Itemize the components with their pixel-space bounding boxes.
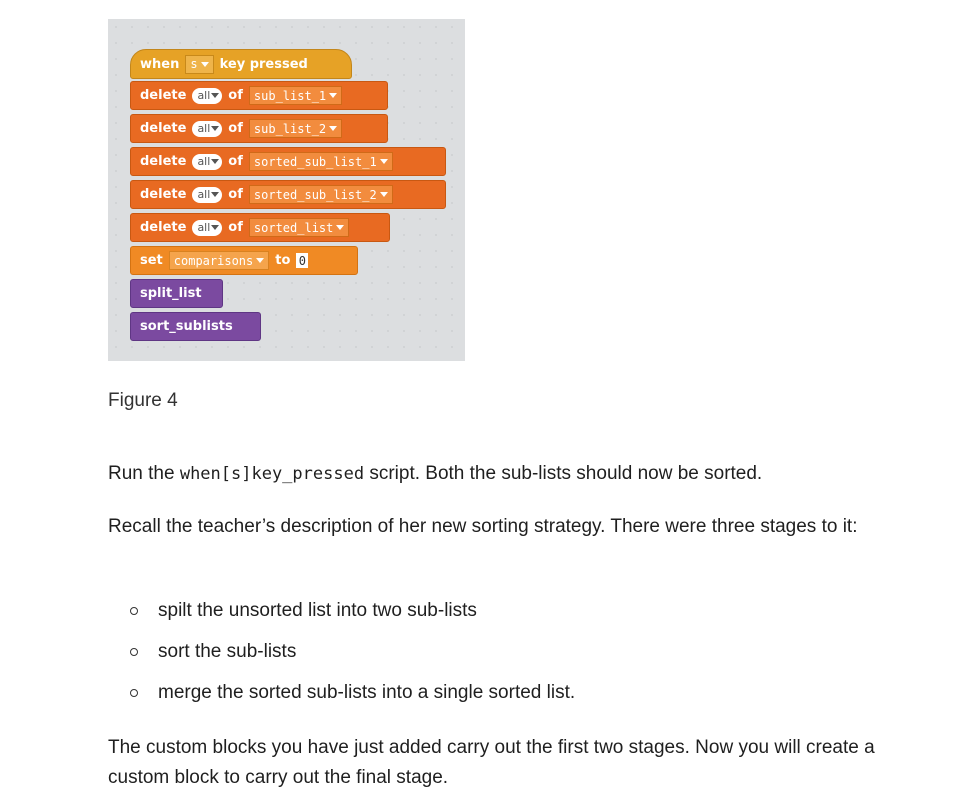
- dropdown-arrow-icon: [380, 192, 388, 197]
- key-pressed-label: key pressed: [219, 56, 308, 72]
- delete-option-dropdown[interactable]: [192, 88, 222, 104]
- dropdown-arrow-icon: [211, 126, 219, 131]
- delete-label: delete: [140, 154, 187, 169]
- list-dropdown[interactable]: [249, 185, 393, 204]
- delete-label: delete: [140, 220, 187, 235]
- sort-sublists-block[interactable]: [130, 312, 261, 341]
- key-value: s: [190, 57, 198, 71]
- delete-option-value: all: [197, 188, 211, 201]
- delete-option-dropdown[interactable]: [192, 187, 222, 203]
- delete-block[interactable]: [130, 180, 446, 209]
- of-label: of: [228, 220, 243, 235]
- dropdown-arrow-icon: [211, 192, 219, 197]
- stages-list: [130, 596, 575, 719]
- key-dropdown[interactable]: [185, 55, 213, 74]
- scratch-script-area: [108, 19, 465, 361]
- script-name-code: when[s]key_pressed: [179, 464, 365, 484]
- bullet-icon: [130, 689, 138, 697]
- delete-block[interactable]: [130, 147, 446, 176]
- list-name: sorted_sub_list_2: [253, 187, 377, 202]
- to-label: to: [275, 253, 291, 268]
- delete-option-dropdown[interactable]: [192, 121, 222, 137]
- stage-text: merge the sorted sub-lists into a single sorted list.: [158, 682, 576, 703]
- split-list-block[interactable]: [130, 279, 223, 308]
- delete-option-dropdown[interactable]: [192, 154, 222, 170]
- set-label: set: [140, 253, 163, 268]
- list-name: sub_list_2: [253, 121, 327, 136]
- delete-block[interactable]: [130, 213, 390, 242]
- dropdown-arrow-icon: [256, 258, 264, 263]
- of-label: of: [228, 187, 243, 202]
- dropdown-arrow-icon: [201, 62, 209, 67]
- dropdown-arrow-icon: [211, 159, 219, 164]
- list-dropdown[interactable]: [249, 86, 342, 105]
- delete-label: delete: [140, 121, 187, 136]
- delete-option-dropdown[interactable]: [192, 220, 222, 236]
- figure-caption: Figure 4: [108, 390, 178, 411]
- stage-text: sort the sub-lists: [158, 641, 297, 662]
- list-item: [130, 596, 575, 637]
- custom-block-paragraph: The custom blocks you have just added carry out the first two stages. Now you will create a custom block to carry out the final stage.: [108, 737, 875, 788]
- delete-block[interactable]: [130, 114, 388, 143]
- list-name: sorted_sub_list_1: [253, 154, 377, 169]
- dropdown-arrow-icon: [336, 225, 344, 230]
- value-input[interactable]: 0: [296, 253, 308, 268]
- list-name: sorted_list: [253, 220, 334, 235]
- list-item: [130, 637, 575, 678]
- when-key-pressed-block[interactable]: [130, 49, 352, 79]
- run-post-text: script. Both the sub-lists should now be sorted.: [364, 463, 763, 484]
- variable-dropdown[interactable]: [169, 251, 269, 270]
- when-label: when: [140, 56, 180, 72]
- dropdown-arrow-icon: [211, 225, 219, 230]
- stage-text: spilt the unsorted list into two sub-lists: [158, 600, 477, 621]
- delete-option-value: all: [197, 122, 211, 135]
- delete-block[interactable]: [130, 81, 388, 110]
- run-paragraph: [108, 459, 908, 489]
- list-item: [130, 678, 575, 719]
- of-label: of: [228, 121, 243, 136]
- dropdown-arrow-icon: [211, 93, 219, 98]
- custom-block-label: split_list: [140, 286, 202, 301]
- of-label: of: [228, 88, 243, 103]
- delete-label: delete: [140, 88, 187, 103]
- delete-label: delete: [140, 187, 187, 202]
- bullet-icon: [130, 607, 138, 615]
- dropdown-arrow-icon: [329, 126, 337, 131]
- delete-option-value: all: [197, 89, 211, 102]
- variable-name: comparisons: [173, 253, 254, 268]
- recall-paragraph: Recall the teacher’s description of her new sorting strategy. There were three stages to it:: [108, 516, 858, 537]
- list-name: sub_list_1: [253, 88, 327, 103]
- list-dropdown[interactable]: [249, 152, 393, 171]
- run-pre-text: Run the: [108, 463, 180, 484]
- dropdown-arrow-icon: [380, 159, 388, 164]
- dropdown-arrow-icon: [329, 93, 337, 98]
- custom-block-label: sort_sublists: [140, 319, 233, 334]
- delete-option-value: all: [197, 155, 211, 168]
- bullet-icon: [130, 648, 138, 656]
- set-variable-block[interactable]: [130, 246, 358, 275]
- list-dropdown[interactable]: [249, 218, 349, 237]
- of-label: of: [228, 154, 243, 169]
- list-dropdown[interactable]: [249, 119, 342, 138]
- delete-option-value: all: [197, 221, 211, 234]
